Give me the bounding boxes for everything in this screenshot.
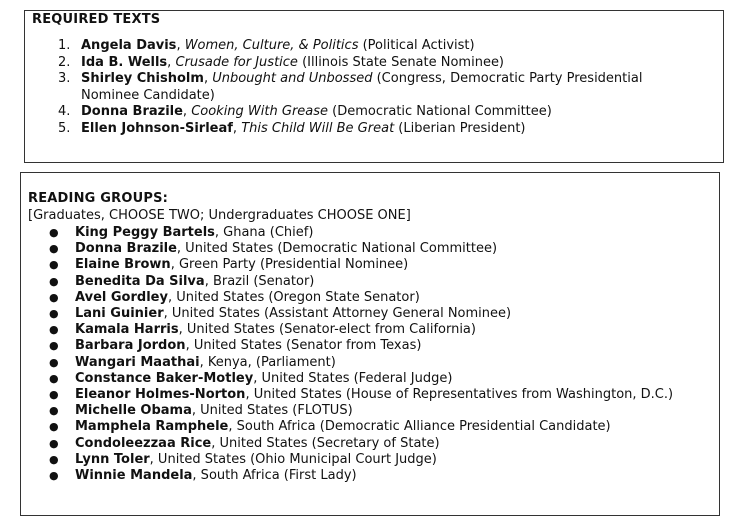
reading-group-item (49, 257, 709, 273)
book-title: This Child Will Be Great (241, 120, 395, 136)
required-text-item: 2. Ida B. Wells, Crusade for Justice (Illinois State Senate Nominee) (58, 54, 505, 70)
person-name: Donna Brazile (75, 241, 177, 257)
person-name: Lynn Toler (75, 451, 150, 467)
item-number: 3. (58, 71, 71, 86)
item-number: 4. (58, 104, 71, 119)
person-details: , United States (Federal Judge) (253, 370, 453, 386)
reading-group-item (49, 452, 709, 468)
person-name: Michelle Obama (75, 403, 192, 419)
author-role: (Democratic National Committee) (328, 104, 552, 119)
author-name: Angela Davis (81, 38, 177, 53)
bullet-icon: ● (49, 290, 59, 304)
reading-group-item (49, 468, 709, 484)
item-number: 5. (58, 120, 71, 136)
bullet-icon: ● (49, 371, 59, 385)
author-name: Donna Brazile (81, 104, 183, 119)
person-details: , United States (Assistant Attorney General Nominee) (163, 306, 512, 322)
person-name: Mamphela Ramphele (75, 419, 229, 435)
person-name: Benedita Da Silva (75, 273, 205, 289)
reading-group-item (49, 290, 709, 306)
person-details: , United States (Senator-elect from California) (178, 322, 476, 338)
person-details: , Kenya, (Parliament) (199, 354, 336, 370)
person-name: Kamala Harris (75, 322, 179, 338)
required-text-item: 1. Angela Davis, Women, Culture, & Politics (Political Activist) (58, 38, 475, 53)
book-title: Unbought and Unbossed (212, 71, 373, 86)
required-texts-list (58, 38, 698, 137)
required-text-item: 5. Ellen Johnson-Sirleaf, This Child Will Be Great (Liberian President) (58, 120, 526, 136)
author-role: (Congress, Democratic Party Presidential Nominee Candidate) (81, 71, 643, 103)
reading-group-item (49, 322, 709, 338)
bullet-icon: ● (49, 242, 59, 256)
bullet-icon: ● (49, 388, 59, 402)
required-text-item: 4. Donna Brazile, Cooking With Grease (Democratic National Committee) (58, 104, 552, 119)
bullet-icon: ● (49, 355, 59, 369)
bullet-icon: ● (49, 436, 59, 450)
author-role: (Political Activist) (358, 38, 475, 53)
person-details: , United States (Oregon State Senator) (167, 289, 420, 305)
reading-groups-heading: READING GROUPS: (28, 191, 169, 206)
reading-group-item (49, 225, 709, 241)
person-name: Wangari Maathai (75, 354, 200, 370)
person-name: Avel Gordley (75, 289, 168, 305)
required-text-item: 3. Shirley Chisholm, Unbought and Unbossed (Congress, Democratic Party Presidential Nominee Candidate) (58, 71, 643, 103)
reading-groups-list (49, 225, 709, 484)
bullet-icon: ● (49, 469, 59, 483)
person-details: , Ghana (Chief) (214, 225, 314, 240)
person-details: , South Africa (Democratic Alliance Presidential Candidate) (228, 419, 611, 435)
person-name: Elaine Brown (75, 257, 171, 273)
person-details: , United States (Senator from Texas) (185, 338, 422, 354)
bullet-icon: ● (49, 323, 59, 337)
person-details: , United States (Ohio Municipal Court Judge) (149, 451, 437, 467)
author-name: Shirley Chisholm (81, 71, 204, 86)
book-title: Women, Culture, & Politics (184, 38, 359, 53)
item-number: 1. (58, 38, 71, 53)
person-name: Lani Guinier (75, 306, 164, 322)
required-texts-heading: REQUIRED TEXTS (32, 12, 161, 27)
reading-group-item (49, 436, 709, 452)
reading-groups-box (20, 172, 720, 516)
reading-group-item (49, 387, 709, 403)
person-name: Constance Baker-Motley (75, 370, 254, 386)
bullet-icon: ● (49, 226, 59, 239)
person-details: , United States (FLOTUS) (191, 403, 353, 419)
reading-groups-instruction: [Graduates, CHOOSE TWO; Undergraduates CHOOSE ONE] (28, 208, 411, 223)
person-details: , United States (House of Representatives from Washington, D.C.) (245, 387, 674, 403)
book-title: Cooking With Grease (191, 104, 329, 119)
person-details: , United States (Democratic National Committee) (176, 241, 498, 257)
bullet-icon: ● (49, 452, 59, 466)
bullet-icon: ● (49, 420, 59, 434)
reading-group-item (49, 403, 709, 419)
item-number: 2. (58, 54, 71, 70)
bullet-icon: ● (49, 339, 59, 353)
author-name: Ida B. Wells (81, 54, 168, 70)
person-details: , Brazil (Senator) (204, 273, 315, 289)
book-title: Crusade for Justice (175, 54, 298, 70)
person-name: Winnie Mandela (75, 468, 193, 484)
person-details: , Green Party (Presidential Nominee) (170, 257, 409, 273)
bullet-icon: ● (49, 258, 59, 272)
reading-group-item (49, 241, 709, 257)
person-details: , United States (Secretary of State) (211, 435, 440, 451)
person-details: , South Africa (First Lady) (192, 468, 357, 484)
reading-group-item (49, 306, 709, 322)
bullet-icon: ● (49, 307, 59, 321)
required-texts-box (24, 10, 724, 163)
reading-group-item (49, 355, 709, 371)
person-name: Barbara Jordon (75, 338, 186, 354)
reading-group-item (49, 274, 709, 290)
reading-group-item (49, 419, 709, 435)
person-name: King Peggy Bartels (75, 225, 215, 240)
author-role: (Liberian President) (394, 120, 526, 136)
reading-group-item (49, 338, 709, 354)
person-name: Eleanor Holmes-Norton (75, 387, 246, 403)
person-name: Condoleezzaa Rice (75, 435, 212, 451)
author-name: Ellen Johnson-Sirleaf (81, 120, 233, 136)
bullet-icon: ● (49, 404, 59, 418)
bullet-icon: ● (49, 274, 59, 288)
reading-group-item (49, 371, 709, 387)
author-role: (Illinois State Senate Nominee) (297, 54, 505, 70)
